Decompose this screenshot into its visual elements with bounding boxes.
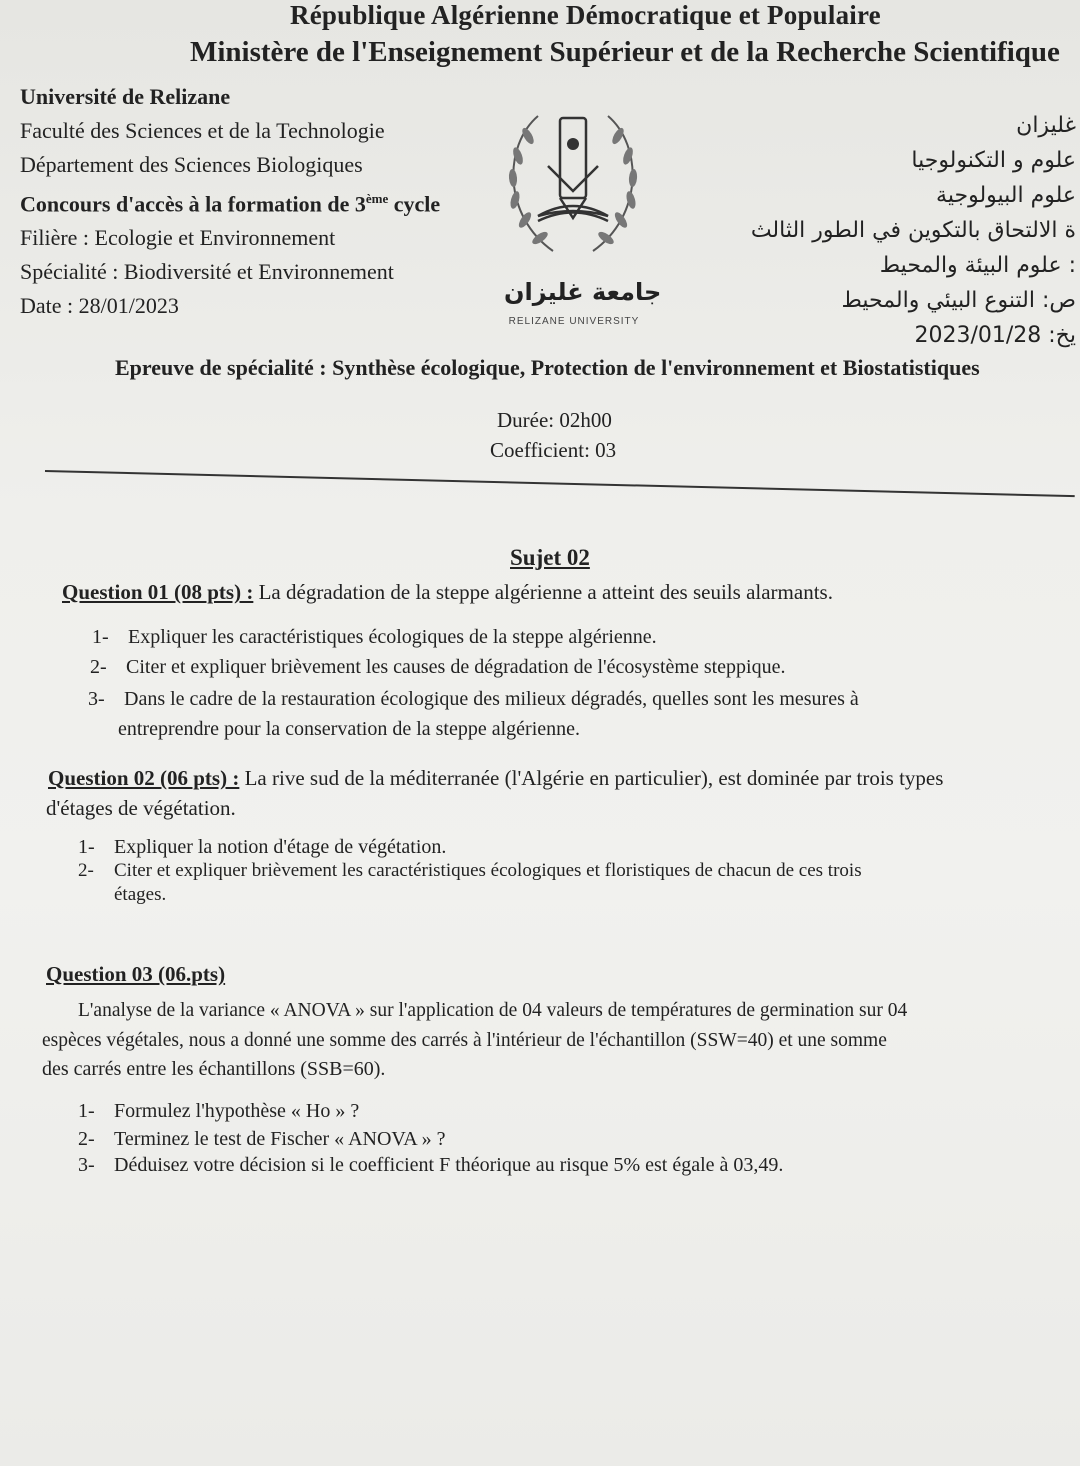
item-text: Expliquer la notion d'étage de végétation.: [114, 836, 447, 858]
question-02-heading: [48, 766, 943, 791]
item-text: Déduisez votre décision si le coefficient F théorique au risque 5% est égale à 03,49.: [114, 1154, 784, 1176]
header-left-block: [20, 80, 440, 323]
question-02-intro-cont: d'étages de végétation.: [46, 796, 236, 820]
exam-title: Epreuve de spécialité : Synthèse écologique, Protection de l'environnement et Biostatistiques: [115, 355, 980, 380]
exam-duration: Durée: 02h00: [497, 408, 612, 432]
item-number: 2-: [90, 656, 107, 678]
question-02-intro: La rive sud de la méditerranée (l'Algérie en particulier), est dominée par trois types: [239, 766, 944, 790]
laurel-emblem-icon: [498, 96, 648, 276]
question-03-label: Question 03 (06.pts): [46, 962, 226, 986]
ministry-line: Ministère de l'Enseignement Supérieur et de la Recherche Scientifique: [190, 36, 1060, 68]
item-text: Dans le cadre de la restauration écologique des milieux dégradés, quelles sont les mesures à: [124, 688, 859, 710]
question-01-heading: [62, 580, 833, 605]
list-item: [78, 1154, 783, 1177]
right-line-4: ة الالتحاق بالتكوين في الطور الثالث: [750, 218, 1076, 243]
right-line-7: يخ: 2023/01/28: [914, 323, 1076, 348]
list-item: [78, 836, 446, 859]
list-item-continuation: entreprendre pour la conservation de la steppe algérienne.: [118, 718, 581, 740]
exam-coefficient: Coefficient: 03: [490, 438, 617, 462]
item-number: 1-: [78, 1100, 95, 1122]
item-text: Formulez l'hypothèse « Ho » ?: [114, 1100, 360, 1122]
list-item: [90, 656, 785, 679]
concours-text: Concours d'accès à la formation de 3: [20, 191, 366, 217]
logo-arabic-name: جامعة غليزان: [504, 278, 662, 306]
right-line-2: علوم و التكنولوجيا: [911, 148, 1076, 173]
item-number: 2-: [78, 1128, 95, 1150]
list-item-continuation: étages.: [114, 884, 167, 905]
question-01-label: Question 01 (08 pts) :: [62, 580, 254, 604]
faculty-name: Faculté des Sciences et de la Technologie: [20, 118, 385, 143]
filiere-line: Filière : Ecologie et Environnement: [20, 225, 336, 251]
item-text: Terminez le test de Fischer « ANOVA » ?: [114, 1128, 446, 1150]
concours-suffix: cycle: [388, 191, 441, 217]
item-text: Expliquer les caractéristiques écologiques de la steppe algérienne.: [128, 626, 657, 648]
republic-line: République Algérienne Démocratique et Populaire: [290, 0, 881, 30]
university-name: Université de Relizane: [20, 84, 231, 109]
date-line: Date : 28/01/2023: [20, 293, 179, 319]
item-number: 2-: [78, 860, 94, 881]
item-text: Citer et expliquer brièvement les caractéristiques écologiques et floristiques de chacun de ces trois: [114, 860, 862, 881]
header-divider: [45, 470, 1075, 497]
question-02-label: Question 02 (06 pts) :: [48, 766, 240, 790]
concours-sup: ème: [365, 191, 389, 206]
list-item: [88, 688, 859, 711]
university-logo: [498, 96, 662, 336]
right-line-5: : علوم البيئة والمحيط: [879, 253, 1076, 278]
item-number: 1-: [92, 626, 109, 648]
question-03-para-3: des carrés entre les échantillons (SSB=60).: [42, 1058, 386, 1080]
question-01-intro: La dégradation de la steppe algérienne a atteint des seuils alarmants.: [253, 580, 833, 604]
item-number: 3-: [78, 1154, 95, 1176]
list-item: [78, 860, 862, 882]
concours-line: [20, 182, 440, 221]
department-name: Département des Sciences Biologiques: [20, 152, 363, 177]
list-item: [78, 1128, 446, 1151]
subject-title: Sujet 02: [510, 545, 590, 570]
logo-english-name: RELIZANE UNIVERSITY: [508, 316, 640, 327]
list-item: [78, 1100, 359, 1123]
right-line-1: غليزان: [1016, 113, 1076, 138]
specialite-line: Spécialité : Biodiversité et Environnement: [20, 259, 394, 285]
right-line-3: علوم البيولوجية: [936, 183, 1076, 208]
question-03-para-2: espèces végétales, nous a donné une somme des carrés à l'intérieur de l'échantillon (SSW=40) et une somme: [42, 1030, 887, 1051]
item-number: 1-: [78, 836, 95, 858]
question-03-para-1: L'analyse de la variance « ANOVA » sur l'application de 04 valeurs de températures de germination sur 04: [78, 1000, 908, 1021]
header-right-block: [751, 108, 1076, 353]
question-03-heading: [46, 962, 225, 987]
right-line-6: ص: التنوع البيئي والمحيط: [841, 288, 1076, 313]
list-item: [92, 626, 657, 649]
item-text: Citer et expliquer brièvement les causes de dégradation de l'écosystème steppique.: [126, 656, 786, 678]
item-number: 3-: [88, 688, 105, 710]
